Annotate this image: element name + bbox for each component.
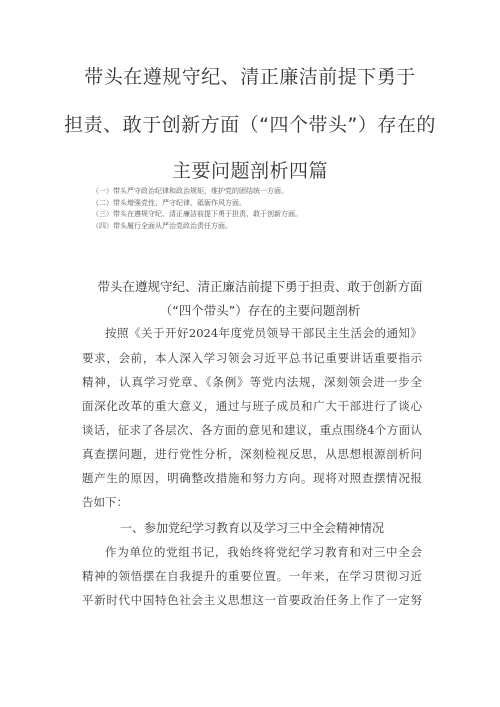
- article-title-line-1: 带头在遵规守纪、清正廉洁前提下勇于担责、敢于创新方面: [97, 279, 423, 294]
- document-title-line-1: 带头在遵规守纪、清正廉洁前提下勇于: [84, 66, 416, 88]
- document-title-line-3: 主要问题剖析四篇: [171, 160, 328, 182]
- document-title-line-2: 担责、敢于创新方面（“四个带头”）存在的: [64, 114, 436, 136]
- toc-item-1: （一）带头严守政治纪律和政治规矩，维护党的团结统一方面。: [92, 187, 288, 195]
- toc-item-2: （二）带头增强党性、严守纪律、砥砺作风方面。: [92, 198, 246, 207]
- table-of-contents: [92, 186, 422, 232]
- toc-item-3: （三）带头在遵规守纪、清正廉洁前提下勇于担责、敢于创新方面。: [92, 210, 302, 218]
- intro-line-7: 题产生的原因，明确整改措施和努力方向。现将对照查摆情况报: [82, 471, 422, 485]
- section1-line-1: 作为单位的党组书记，我始终将党纪学习教育和对三中全会: [105, 545, 422, 559]
- intro-line-3: 精神，认真学习党章、《条例》等党内法规，深刻领会进一步全: [82, 375, 422, 389]
- intro-line-1: 按照《关于开好2024年度党员领导干部民主生活会的通知》: [105, 326, 422, 340]
- intro-line-8: 告如下：: [82, 495, 128, 509]
- section1-line-3: 平新时代中国特色社会主义思想这一首要政治任务上作了一定努: [82, 593, 422, 607]
- toc-item-4: （四）带头履行全面从严治党政治责任方面。: [92, 221, 232, 230]
- section1-line-2: 精神的领悟摆在自我提升的重要位置。一年来，在学习贯彻习近: [82, 569, 422, 583]
- intro-line-2: 要求，会前，本人深入学习领会习近平总书记重要讲话重要指示: [82, 351, 422, 365]
- intro-line-4: 面深化改革的重大意义，通过与班子成员和广大干部进行了谈心: [82, 399, 422, 413]
- article-title-line-2: （“四个带头”）存在的主要问题剖析: [159, 303, 361, 318]
- intro-line-5: 谈话，征求了各层次、各方面的意见和建议，重点围绕4个方面认: [82, 423, 422, 437]
- section-heading-1: 一、参加党纪学习教育以及学习三中全会精神情况: [119, 521, 384, 535]
- intro-line-6: 真查摆问题，进行党性分析，深刻检视反思，从思想根源剖析问: [82, 447, 422, 461]
